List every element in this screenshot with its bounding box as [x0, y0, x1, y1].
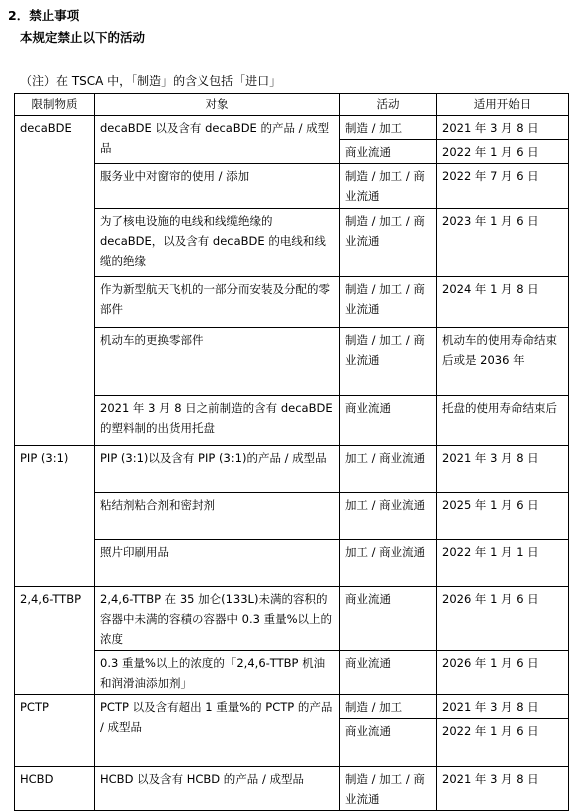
table-row — [15, 695, 569, 719]
start-date-cell: 2022 年 1 月 1 日 — [437, 540, 569, 587]
start-date-cell: 2026 年 1 月 6 日 — [437, 587, 569, 651]
activity-cell: 商业流通 — [340, 396, 437, 446]
table-row — [15, 328, 569, 396]
start-date-cell: 2021 年 3 月 8 日 — [437, 116, 569, 140]
activity-cell: 制造 / 加工 / 商业流通 — [340, 164, 437, 209]
object-cell: 为了核电设施的电线和线缆绝缘的 decaBDE，以及含有 decaBDE 的电线和线缆的绝缘 — [95, 209, 340, 277]
start-date-cell: 2021 年 3 月 8 日 — [437, 446, 569, 493]
start-date-cell: 2022 年 7 月 6 日 — [437, 164, 569, 209]
start-date-cell: 托盘的使用寿命结束后 — [437, 396, 569, 446]
activity-cell: 加工 / 商业流通 — [340, 540, 437, 587]
start-date-cell: 2021 年 3 月 8 日 — [437, 695, 569, 719]
prohibition-table — [14, 93, 569, 811]
header-substance: 限制物质 — [15, 94, 95, 116]
note-text: （注）在 TSCA 中，「制造」的含义包括「进口」 — [20, 74, 282, 88]
activity-cell: 加工 / 商业流通 — [340, 446, 437, 493]
activity-cell: 制造 / 加工 — [340, 116, 437, 140]
substance-cell: PCTP — [15, 695, 95, 767]
activity-cell: 商业流通 — [340, 651, 437, 695]
object-cell: 粘结剂粘合剂和密封剂 — [95, 493, 340, 540]
table-row — [15, 493, 569, 540]
table-row — [15, 651, 569, 695]
start-date-cell: 2021 年 3 月 8 日 — [437, 767, 569, 811]
table-row — [15, 277, 569, 328]
table-row — [15, 587, 569, 651]
activity-cell: 商业流通 — [340, 719, 437, 767]
table-body — [15, 116, 569, 811]
activity-cell: 制造 / 加工 — [340, 695, 437, 719]
header-start-date: 适用开始日 — [437, 94, 569, 116]
object-cell: PCTP 以及含有超出 1 重量%的 PCTP 的产品 / 成型品 — [95, 695, 340, 767]
object-cell: PIP (3:1)以及含有 PIP (3:1)的产品 / 成型品 — [95, 446, 340, 493]
object-cell: 照片印刷用品 — [95, 540, 340, 587]
substance-cell: decaBDE — [15, 116, 95, 446]
start-date-cell: 2026 年 1 月 6 日 — [437, 651, 569, 695]
object-cell: 服务业中对窗帘的使用 / 添加 — [95, 164, 340, 209]
object-cell: 机动车的更换零部件 — [95, 328, 340, 396]
object-cell: HCBD 以及含有 HCBD 的产品 / 成型品 — [95, 767, 340, 811]
object-cell: decaBDE 以及含有 decaBDE 的产品 / 成型品 — [95, 116, 340, 164]
activity-cell: 制造 / 加工 / 商业流通 — [340, 767, 437, 811]
table-header-row — [15, 94, 569, 116]
activity-cell: 加工 / 商业流通 — [340, 493, 437, 540]
table-row — [15, 164, 569, 209]
table-row — [15, 446, 569, 493]
substance-cell: 2,4,6-TTBP — [15, 587, 95, 695]
substance-cell: HCBD — [15, 767, 95, 811]
activity-cell: 商业流通 — [340, 140, 437, 164]
activity-cell: 制造 / 加工 / 商业流通 — [340, 328, 437, 396]
table-row — [15, 209, 569, 277]
object-cell: 0.3 重量%以上的浓度的「2,4,6-TTBP 机油和润滑油添加剂」 — [95, 651, 340, 695]
start-date-cell: 2022 年 1 月 6 日 — [437, 719, 569, 767]
start-date-cell: 2025 年 1 月 6 日 — [437, 493, 569, 540]
object-cell: 2021 年 3 月 8 日之前制造的含有 decaBDE 的塑料制的出货用托盘 — [95, 396, 340, 446]
substance-cell: PIP (3:1) — [15, 446, 95, 587]
start-date-cell: 2022 年 1 月 6 日 — [437, 140, 569, 164]
activity-cell: 制造 / 加工 / 商业流通 — [340, 209, 437, 277]
table-row — [15, 540, 569, 587]
activity-cell: 商业流通 — [340, 587, 437, 651]
start-date-cell: 2023 年 1 月 6 日 — [437, 209, 569, 277]
activity-cell: 制造 / 加工 / 商业流通 — [340, 277, 437, 328]
object-cell: 作为新型航天飞机的一部分而安装及分配的零部件 — [95, 277, 340, 328]
start-date-cell: 机动车的使用寿命结束后或是 2036 年 — [437, 328, 569, 396]
table-row — [15, 116, 569, 140]
section-subtitle: 本规定禁止以下的活动 — [20, 30, 146, 45]
header-object: 对象 — [95, 94, 340, 116]
table-row — [15, 396, 569, 446]
section-title: 2．禁止事项 — [8, 8, 80, 23]
start-date-cell: 2024 年 1 月 8 日 — [437, 277, 569, 328]
object-cell: 2,4,6-TTBP 在 35 加仑(133L)未满的容积的容器中未满的容積の容器中 0.3 重量%以上的浓度 — [95, 587, 340, 651]
header-activity: 活动 — [340, 94, 437, 116]
